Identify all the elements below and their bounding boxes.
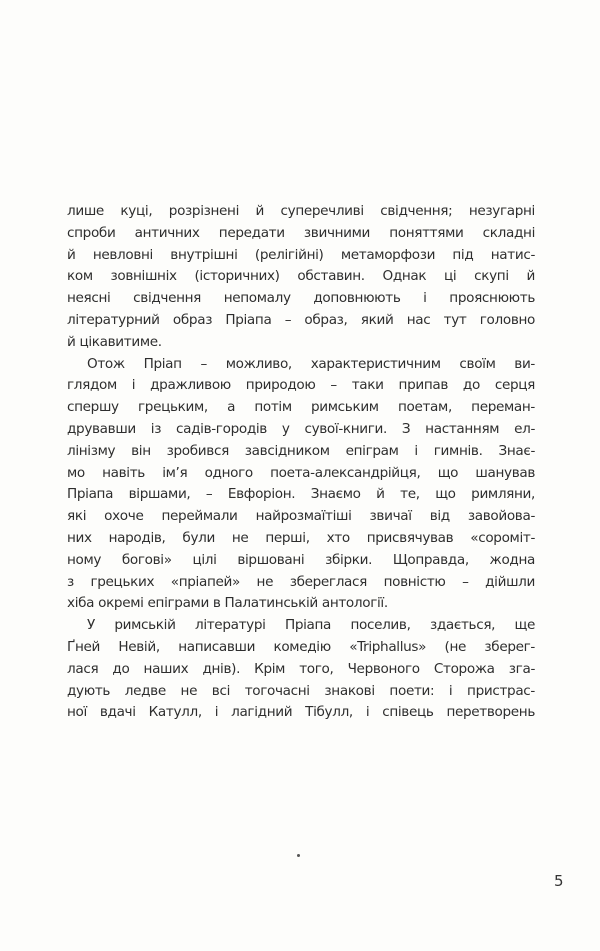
body-text	[67, 201, 535, 724]
text-line: ному богові» цілі віршовані збірки. Щоправда, жодна	[67, 551, 535, 568]
text-line: них народів, були не перші, хто присвячував «сороміт-	[67, 529, 535, 546]
text-line: й цікавитиме.	[67, 333, 162, 350]
text-line: з грецьких «пріапей» не збереглася повністю – дійшли	[67, 573, 535, 590]
text-line: які охоче переймали найрозмаїтіші звичаї від завойова-	[67, 508, 535, 525]
text-line: глядом і дражливою природою – таки припав до серця	[67, 377, 535, 394]
print-speck	[297, 854, 300, 857]
text-line: друвавши із садів-городів у сувої-книги. З настанням ел-	[67, 420, 535, 437]
text-line: лінізму він зробився завсідником епіграм і гимнів. Знає-	[67, 442, 535, 459]
text-line: ком зовнішніх (історичних) обставин. Однак ці скупі й	[67, 268, 535, 285]
text-line: й невловні внутрішні (релігійні) метаморфози під натис-	[67, 246, 535, 263]
text-line: лише куці, розрізнені й суперечливі свідчення; незугарні	[67, 203, 535, 219]
text-line: лася до наших днів). Крім того, Червоного Сторожа зга-	[67, 660, 535, 677]
text-line: дують ледве не всі тогочасні знакові поети: і пристрас-	[67, 682, 535, 699]
text-line: У римській літературі Пріапа поселив, здається, ще	[87, 617, 535, 634]
text-line: хіба окремі епіграми в Палатинській антології.	[67, 595, 388, 612]
text-line: літературний образ Пріапа – образ, який нас тут головно	[67, 311, 535, 328]
text-line: спершу грецьким, а потім римським поетам, переман-	[67, 399, 535, 416]
text-line: Отож Пріап – можливо, характеристичним своїм ви-	[87, 355, 535, 372]
text-line: мо навіть ім’я одного поета-александрійця, що шанував	[67, 464, 535, 481]
text-line: неясні свідчення непомалу доповнюють і прояснюють	[67, 290, 535, 307]
text-line: Пріапа віршами, – Евфоріон. Знаємо й те, що римляни,	[67, 486, 535, 503]
page-number: 5	[554, 872, 564, 890]
text-line: ної вдачі Катулл, і лагідний Тібулл, і співець перетворень	[67, 704, 535, 721]
text-line: Ґней Невій, написавши комедію «Triphallus» (не зберег-	[67, 638, 535, 655]
text-line: спроби античних передати звичними поняттями складні	[67, 224, 535, 241]
